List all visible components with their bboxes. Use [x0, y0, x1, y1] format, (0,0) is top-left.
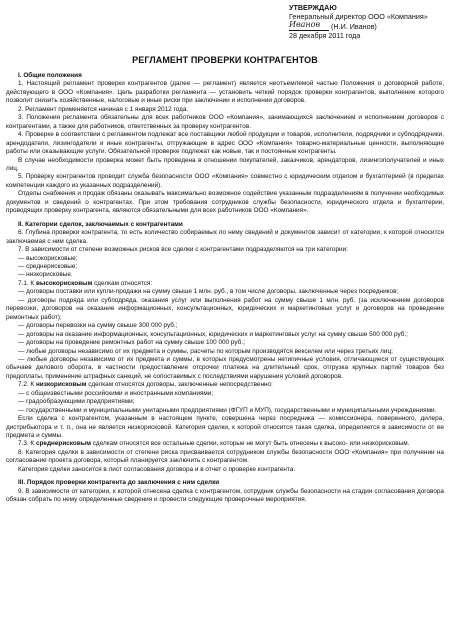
- list-item: — с общеизвестными российскими и иностранными компаниями;: [18, 389, 214, 397]
- paragraph-7-3: 7.3. К среднерисковым сделкам относятся все остальные сделки, которые не могут быть отнесены к высоко- или низкорисковым.: [18, 440, 410, 448]
- approval-block: [289, 3, 449, 40]
- approval-name: (Н.И. Иванов): [331, 21, 377, 31]
- paragraph: Категория сделки заносится в лист согласования договора и в отчет о проверке контрагента.: [18, 465, 296, 473]
- paragraph: 6. Глубина проверки контрагента, то есть количество собираемых по нему сведений и документов зависит от категории, к которой относится заключаемая с ним сделка.: [6, 229, 444, 245]
- document-title: РЕГЛАМЕНТ ПРОВЕРКИ КОНТРАГЕНТОВ: [132, 55, 318, 65]
- paragraph: 2. Регламент применяется начиная с 1 января 2012 года.: [18, 105, 189, 113]
- paragraph: Отделы снабжения и продаж обязаны оказывать максимально возможное содействие указанным подразделениям в получении необходимых документов и сведений о контрагентах. При этом требования сотрудников службы безопасности, юридического отдела и бухгалтерии, проводящих проверку контрагента, являются обязательными для всех работников ООО «Компания».: [6, 190, 444, 215]
- document-body: [6, 72, 444, 505]
- paragraph-7-1: 7.1. К высокорисковым сделкам относятся:: [18, 279, 153, 287]
- paragraph: В случае необходимости проверка может быть проведена в отношении покупателей, заказчиков, арендаторов, лизингополучателей и иных лиц.: [6, 156, 444, 172]
- paragraph: 1. Настоящий регламент проверки контрагентов (далее — регламент) является неотъемлемой частью Положения о договорной работе, действующего в ООО «Компания». Цель разработки регламента — установить четкий порядок проверки контрагентов, выполнение которого позволит снизить хозяйственные, налоговые и иные риски при заключении и исполнении договоров.: [6, 80, 444, 105]
- handwritten-signature: Иванов: [289, 19, 321, 29]
- paragraph: 7. В зависимости от степени возможных рисков все сделки с контрагентами подразделяются на три категории:: [18, 246, 348, 254]
- paragraph-7-2: 7.2. К низкорисковым сделкам относятся договоры, заключенные непосредственно:: [18, 381, 273, 389]
- approval-title: УТВЕРЖДАЮ: [289, 3, 337, 12]
- list-item: — градообразующими предприятиями;: [18, 398, 135, 406]
- section-1-heading: I. Общие положения: [18, 72, 82, 79]
- list-item: — договоры перевозки на сумму свыше 300 000 руб.;: [18, 322, 178, 330]
- list-item: — договоры подряда или субподряда, оказания услуг или выполнения работ на сумму свыше 1 млн. руб. (за исключением договоров перевозки, договоров на оказание информационных, консультационных, юридических и маркетинговых услуг и договоров на проведение ремонтных работ);: [6, 296, 444, 321]
- list-item: — высокорисковые;: [18, 254, 78, 262]
- paragraph: 8. Категория сделки в зависимости от степени риска присваивается сотрудником службы безопасности ООО «Компания» при получении на согласование проекта договора, который планируется заключить с контрагентом.: [6, 448, 444, 465]
- list-item: — любые договоры независимо от их предмета и суммы, в которых предусмотрены нетипичные условия, отличающиеся от существующих обычаев делового оборота, в частности предоставление отсрочки платежа на длительный срок, отгрузка крупных партий товаров без предоплаты, применение штрафных санкций, не сопоставимых с последствиями нарушения условий договоров.: [6, 355, 444, 380]
- approval-position: Генеральный директор ООО «Компания»: [289, 12, 428, 22]
- section-2-heading: II. Категории сделок, заключаемых с контрагентами: [18, 220, 183, 228]
- signature-row: [289, 19, 449, 31]
- list-item: — низкорисковые.: [18, 271, 73, 279]
- approval-date: 28 декабря 2011 года: [289, 30, 361, 40]
- paragraph: 4. Проверке в соответствии с регламентом подлежат все поставщики любой продукции и товаров, исполнители, подрядчики и субподрядчики, арендодатели, лизингодатели и иные контрагенты, отгружающие в адрес ООО «Компания» товарно-материальные ценности, выполняющие работы или оказывающие услуги. Обязательной проверке подлежат как новые, так и постоянные контрагенты.: [6, 131, 444, 156]
- list-item: — договоры на проведение ремонтных работ на сумму свыше 100 000 руб.;: [18, 339, 245, 347]
- list-item: — договоры поставки или купли-продажи на сумму свыше 1 млн. руб., в том числе договоры, заключенные через посредников;: [18, 288, 399, 296]
- paragraph: 3. Положения регламента обязательны для всех работников ООО «Компания», занимающихся заключением и исполнением договоров с контрагентами, а также для работников, ответственных за проверку контрагентов.: [6, 114, 444, 130]
- list-item: — среднерисковые;: [18, 262, 78, 270]
- section-3-heading: III. Порядок проверки контрагента до заключения с ним сделки: [18, 479, 220, 487]
- list-item: — государственными и муниципальными унитарными предприятиями (ФГУП и МУП), государственными и муниципальными учреждениями.: [18, 406, 437, 414]
- list-item: — любые договоры независимо от их предмета и суммы, расчеты по которым производятся векселем или через третьих лиц;: [18, 347, 393, 355]
- paragraph: 5. Проверку контрагентов проводит служба безопасности ООО «Компания» совместно с юридическим отделом и бухгалтерией (в пределах компетенции каждого из указанных подразделений).: [6, 173, 444, 189]
- paragraph: 9. В зависимости от категории, к которой отнесена сделка с контрагентом, сотрудник службы безопасности на стадии согласования договора обязан собрать по нему определенные сведения и провести следующие проверочные мероприятия.: [6, 487, 444, 504]
- paragraph: Если сделка с контрагентом, указанным в настоящем пункте, совершена через посредника — комиссионера, поверенного, дилера, дистрибьютора и т. п., она не является низкорисковой. Категория сделки, к которой относится такая сделка, определяется в зависимости от ее предмета и суммы.: [6, 415, 444, 440]
- list-item: — договоры на оказание информационных, консультационных, юридических и маркетинговых услуг на сумму свыше 500 000 руб.;: [18, 330, 408, 338]
- signature-line: [289, 19, 329, 31]
